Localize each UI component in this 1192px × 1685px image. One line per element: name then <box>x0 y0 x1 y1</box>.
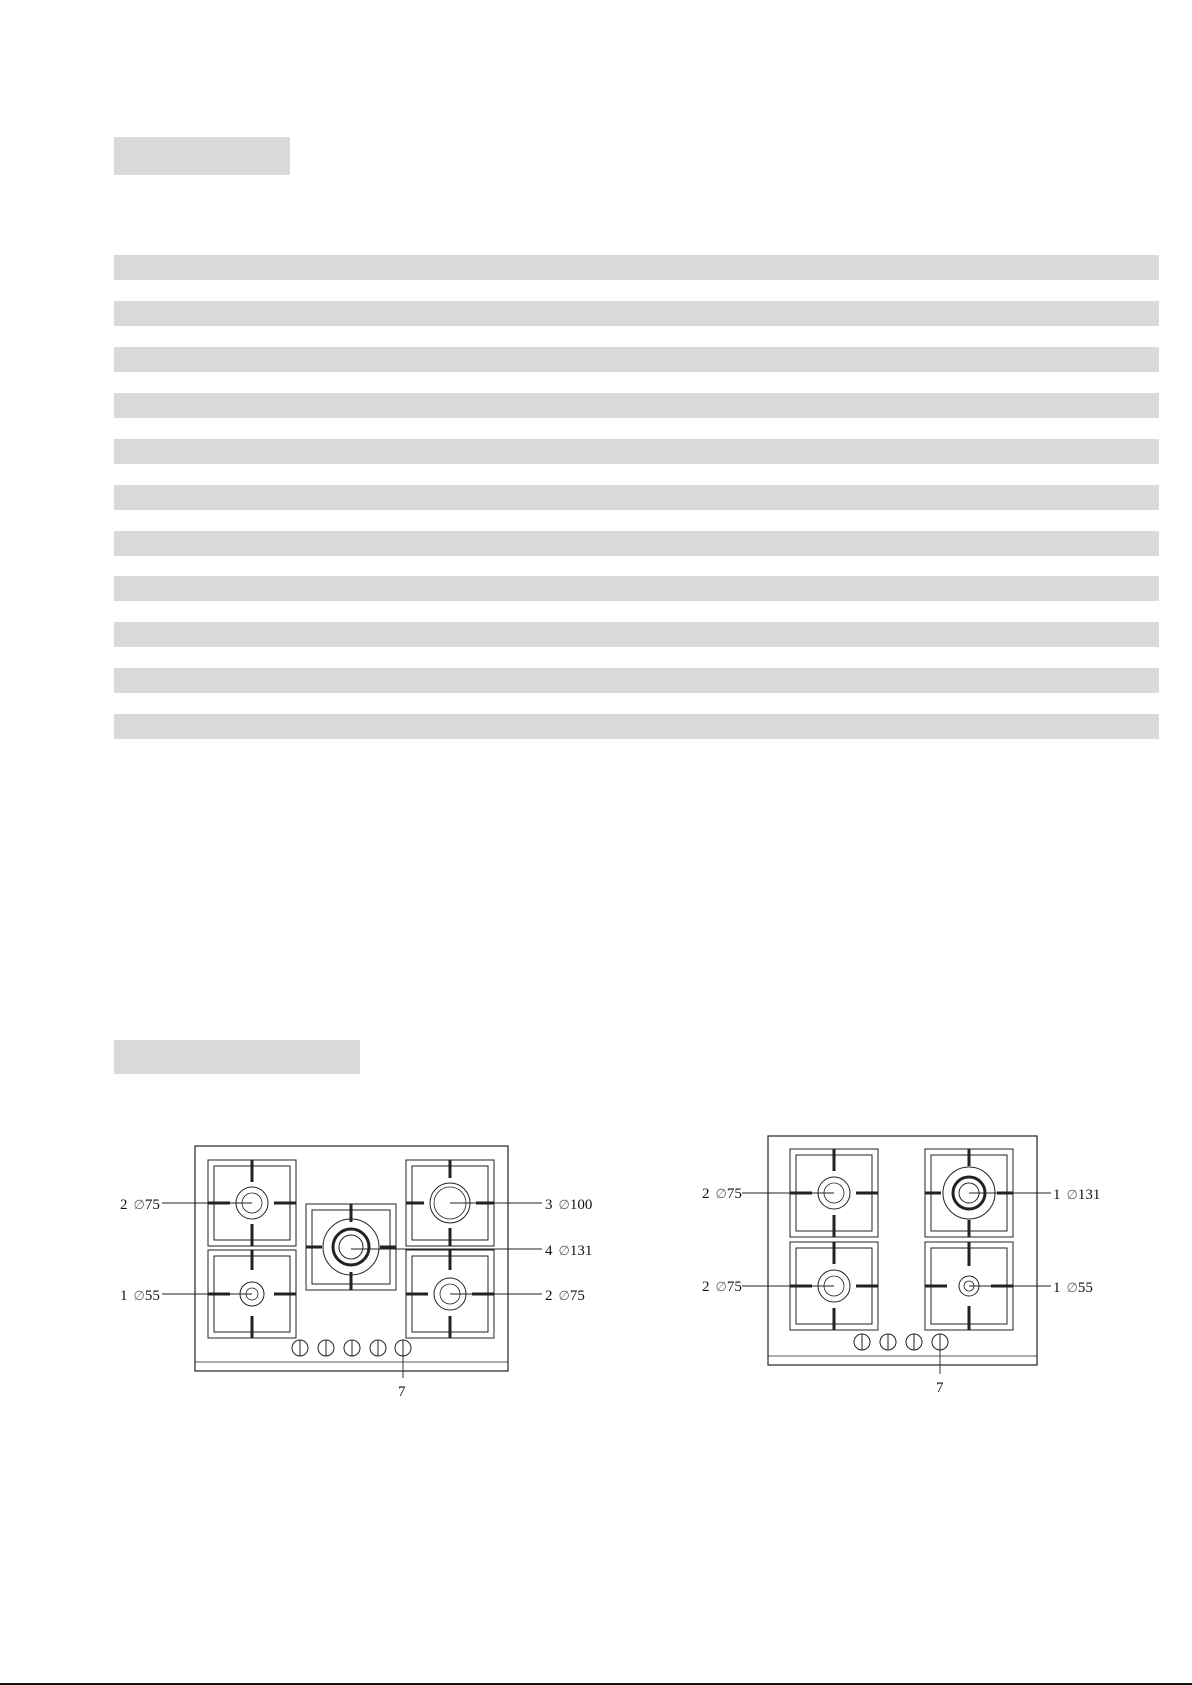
diameter-symbol: ∅ <box>1066 1187 1078 1202</box>
callout-number: 2 <box>702 1279 710 1295</box>
svg-text:2∅75 <box>702 1279 742 1295</box>
callout-number: 2 <box>120 1197 128 1213</box>
knob-callout-label: 7 <box>398 1384 406 1400</box>
callout-size: 100 <box>569 1197 593 1213</box>
control-knob <box>906 1334 922 1350</box>
callout-size: 55 <box>1077 1280 1093 1296</box>
control-knob <box>932 1334 948 1350</box>
callout-number: 3 <box>545 1197 553 1213</box>
diameter-symbol: ∅ <box>715 1186 727 1201</box>
svg-text:1∅131 <box>1053 1187 1100 1203</box>
diameter-symbol: ∅ <box>133 1288 145 1303</box>
control-knob <box>880 1334 896 1350</box>
callout-number: 2 <box>702 1186 710 1202</box>
callout-size: 75 <box>569 1288 585 1304</box>
callout-size: 75 <box>726 1279 742 1295</box>
callout-number: 1 <box>120 1288 128 1304</box>
callout-number: 1 <box>1053 1280 1061 1296</box>
diameter-symbol: ∅ <box>558 1197 570 1212</box>
diameter-symbol: ∅ <box>1066 1280 1078 1295</box>
control-knob <box>854 1334 870 1350</box>
hob-plate <box>768 1136 1037 1365</box>
callout-number: 4 <box>545 1243 553 1259</box>
diameter-symbol: ∅ <box>715 1279 727 1294</box>
diameter-symbol: ∅ <box>133 1197 145 1212</box>
callout-size: 75 <box>726 1186 742 1202</box>
callout-number: 2 <box>545 1288 553 1304</box>
diameter-symbol: ∅ <box>558 1288 570 1303</box>
callout-number: 1 <box>1053 1187 1061 1203</box>
callout-size: 55 <box>144 1288 160 1304</box>
callout-size: 131 <box>569 1243 593 1259</box>
svg-text:2∅75 <box>702 1186 742 1202</box>
callout-size: 131 <box>1077 1187 1101 1203</box>
callout-size: 75 <box>144 1197 160 1213</box>
svg-text:1∅55 <box>1053 1280 1093 1296</box>
diameter-symbol: ∅ <box>558 1243 570 1258</box>
knob-callout-label: 7 <box>936 1380 944 1396</box>
